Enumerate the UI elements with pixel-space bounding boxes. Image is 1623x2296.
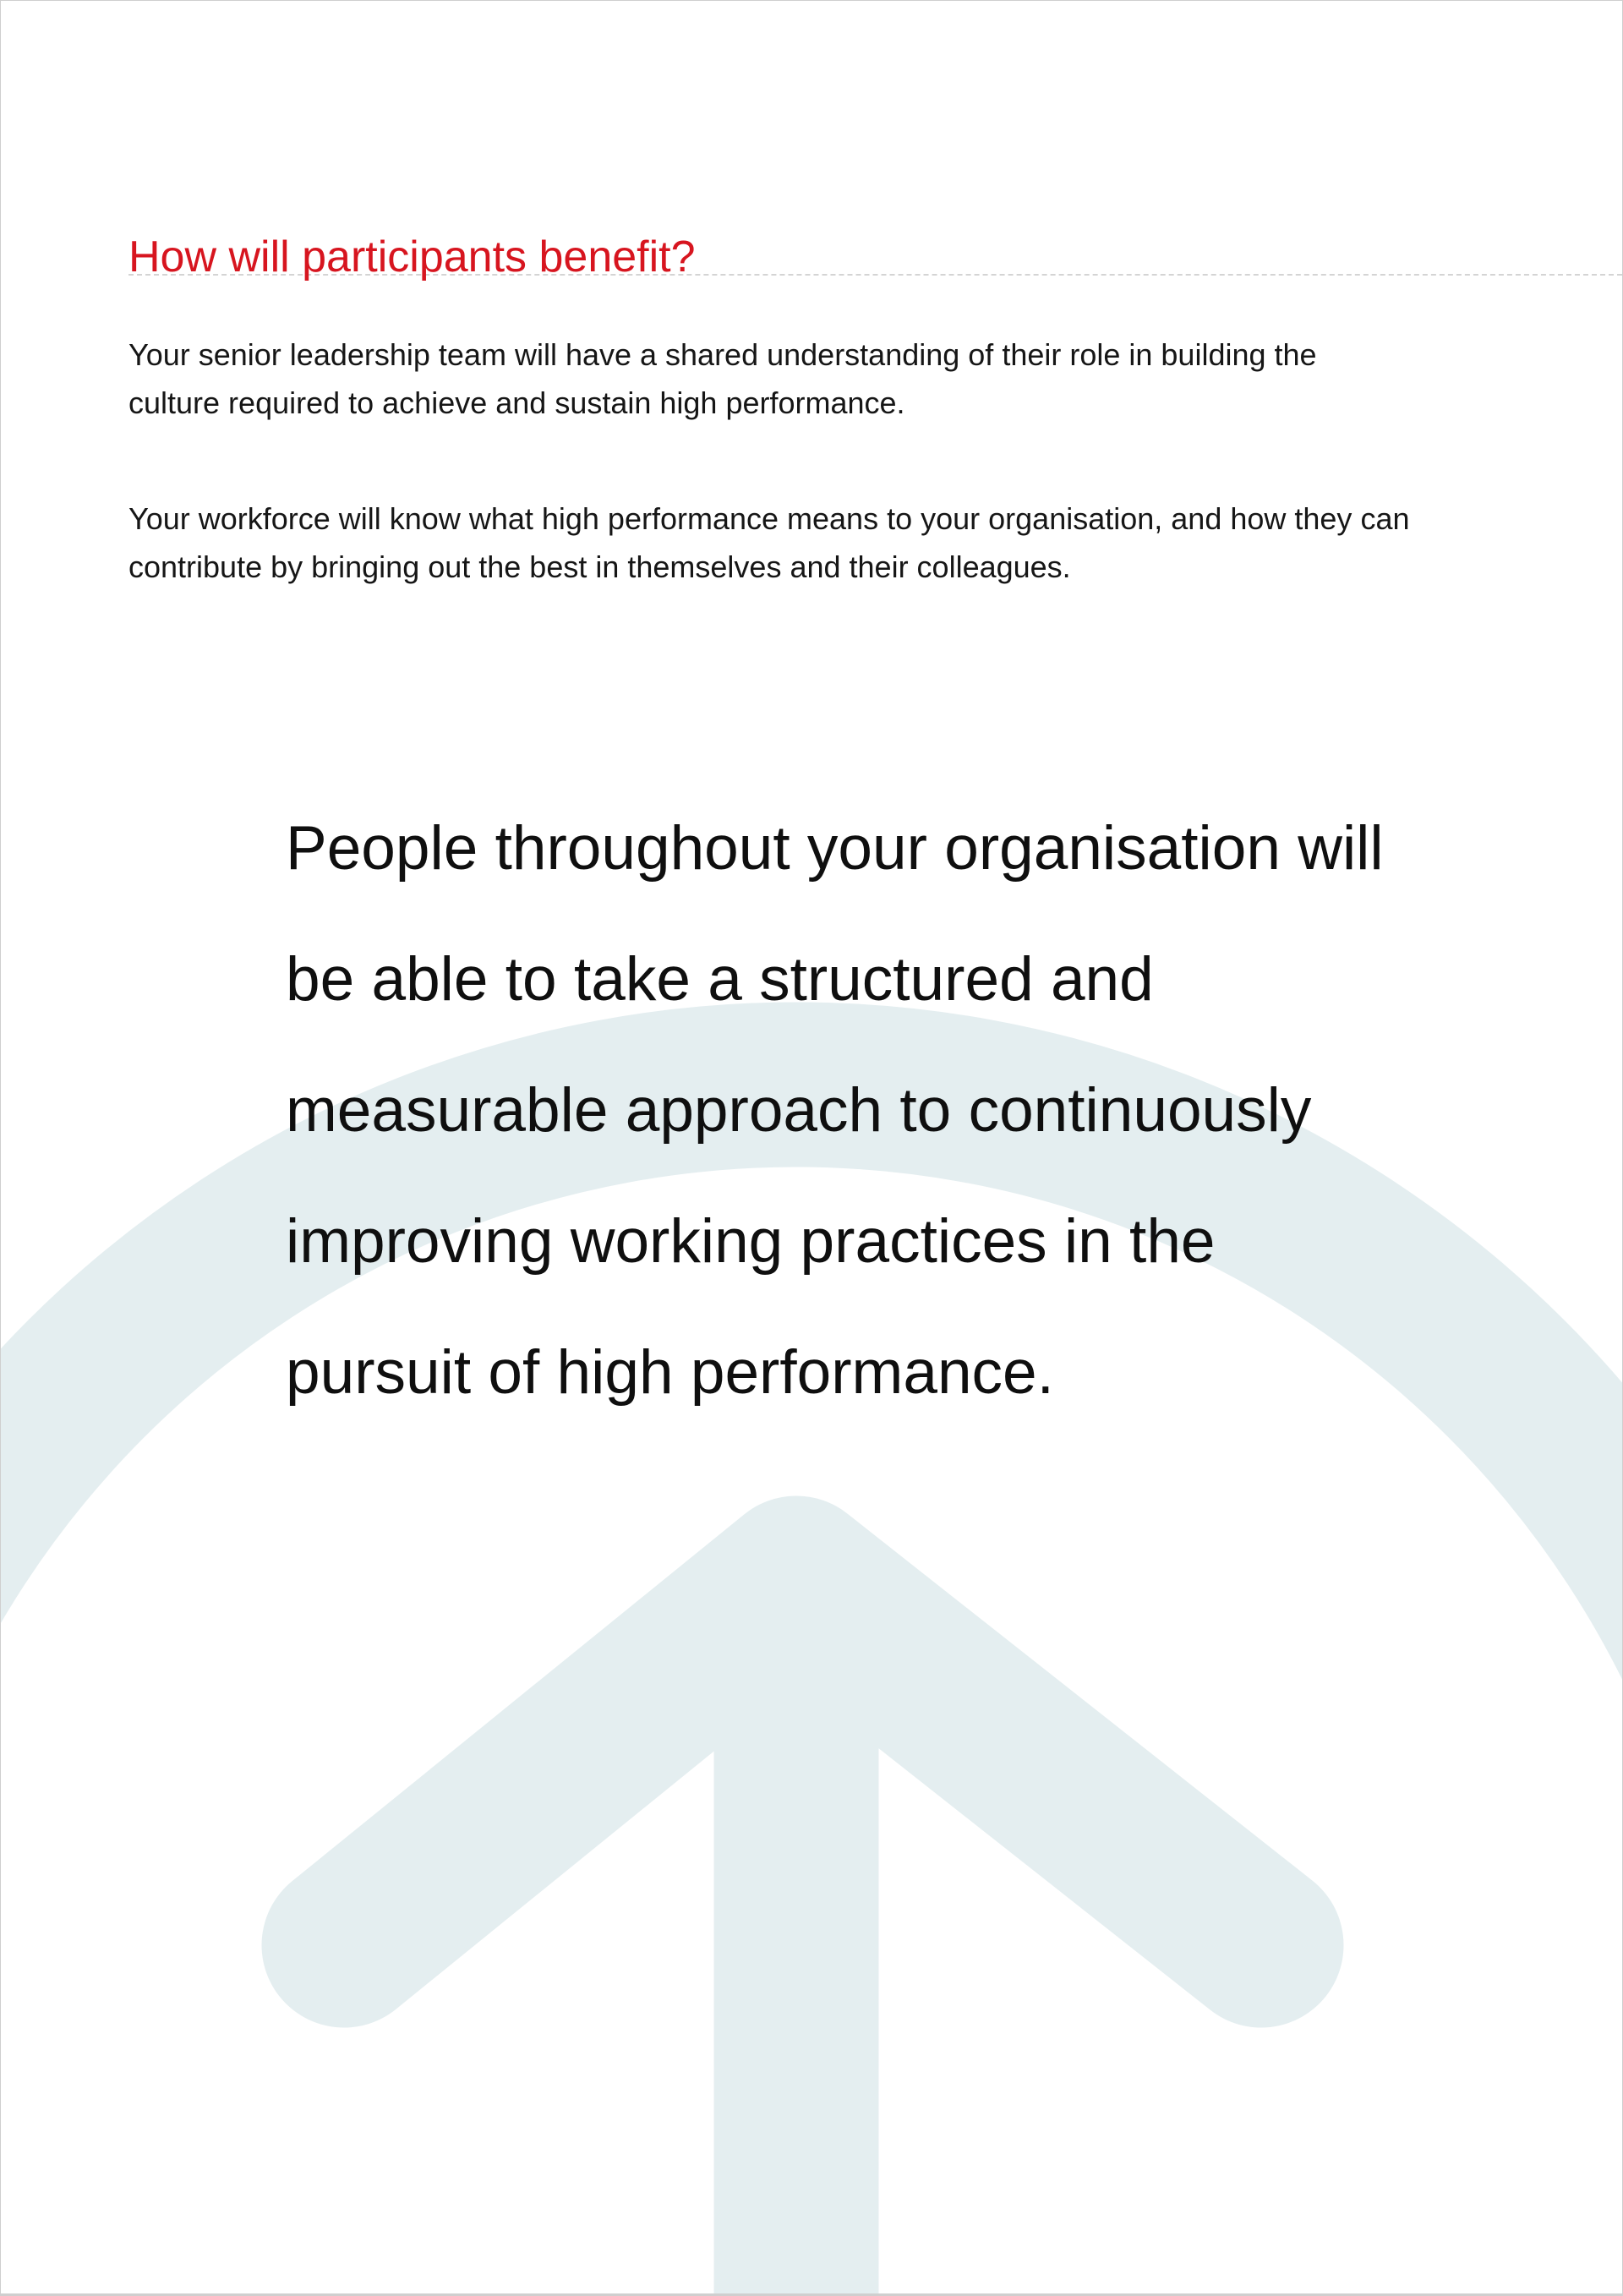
section-heading: How will participants benefit? <box>128 232 696 282</box>
pull-quote: People throughout your organisation will be able to take a structured and measurable approach to continuously improving working practices in the pursuit of high performance. <box>286 814 1384 1407</box>
body-paragraph-workforce: Your workforce will know what high performance means to your organisation, and how they can contribute by bringing out the best in themselves and their colleagues. <box>128 501 1410 584</box>
body-paragraph-leadership: Your senior leadership team will have a shared understanding of their role in building the culture required to achieve and sustain high performance. <box>128 337 1317 420</box>
